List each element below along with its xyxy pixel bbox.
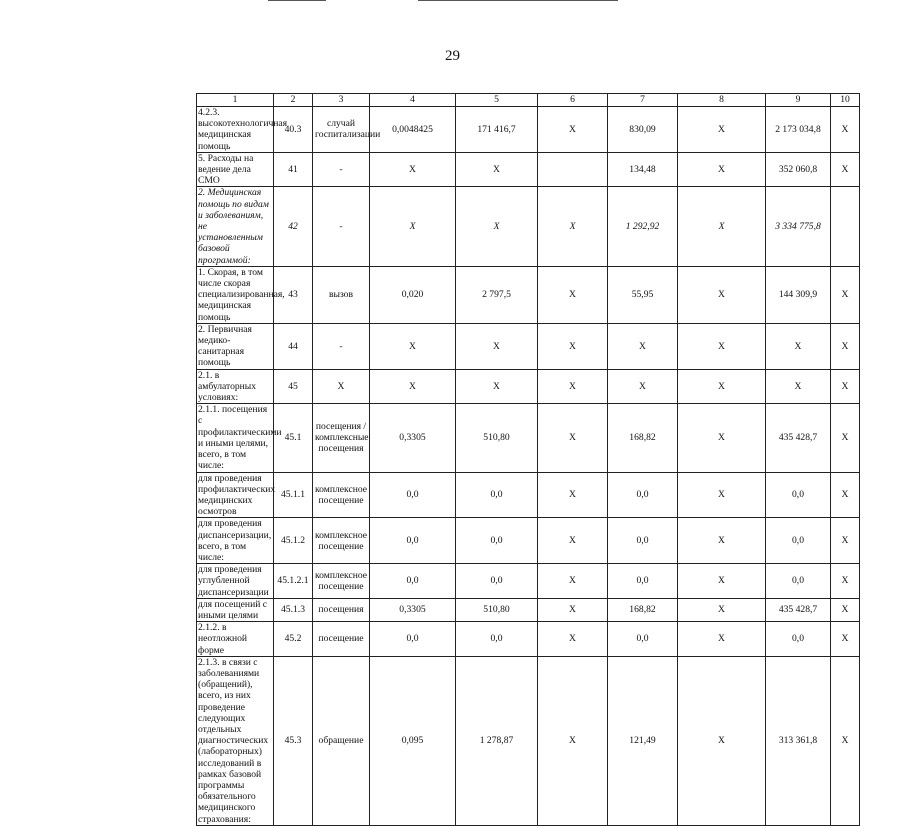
table-cell: 45.1.1 (274, 472, 313, 518)
table-cell: 830,09 (608, 107, 678, 153)
row-name-cell: 2.1.1. посещения с профилактическими и иными целями, всего, в том числе: (198, 404, 282, 472)
table-cell: 0,0 (370, 472, 456, 518)
header-cell: 6 (538, 94, 608, 107)
table-cell: 144 309,9 (766, 266, 831, 323)
header-cell: 5 (456, 94, 538, 107)
table-cell: Х (538, 518, 608, 564)
table-cell: Х (831, 518, 860, 564)
table-cell: - (313, 187, 370, 266)
table-row (197, 323, 860, 369)
table-cell: Х (538, 266, 608, 323)
table-cell: 0,0 (370, 564, 456, 599)
table-cell: Х (538, 656, 608, 825)
table-cell: Х (370, 187, 456, 266)
row-name-cell: 2. Первичная медико-санитарная помощь (197, 323, 274, 369)
table-cell: Х (538, 323, 608, 369)
table-cell: 1 278,87 (456, 656, 538, 825)
row-name-cell: 4.2.3. высокотехнологичная медицинская помощь (198, 107, 288, 152)
row-name-cell: 2. Медицинская помощь по видам и заболеваниям, не установленным базовой программой: (197, 187, 274, 266)
table-cell: 313 361,8 (766, 656, 831, 825)
table-cell: 0,0 (608, 472, 678, 518)
table-cell: посещения (313, 598, 370, 621)
header-cell: 4 (370, 94, 456, 107)
table-cell: Х (456, 152, 538, 187)
table-cell: посещения / комплексные посещения (313, 404, 370, 472)
table-cell: Х (678, 107, 766, 153)
table-cell: 2 173 034,8 (766, 107, 831, 153)
header-cell: 7 (608, 94, 678, 107)
table-cell: Х (831, 564, 860, 599)
table-cell: случай госпитализации (313, 107, 370, 153)
table-cell: Х (766, 323, 831, 369)
header-cell: 8 (678, 94, 766, 107)
row-name-cell: 1. Скорая, в том числе скорая специализированная, медицинская помощь (198, 266, 285, 323)
table-cell: Х (831, 622, 860, 657)
table-cell: 42 (274, 187, 313, 266)
tariff-table (196, 93, 860, 826)
table-cell: 0,0 (456, 622, 538, 657)
table-cell: Х (608, 369, 678, 404)
table-cell: 0,0 (370, 622, 456, 657)
table-cell: 43 (274, 266, 313, 323)
table-cell: Х (370, 369, 456, 404)
table-cell: 134,48 (608, 152, 678, 187)
table-cell: Х (538, 369, 608, 404)
table-cell: Х (831, 152, 860, 187)
table-cell: 0,0 (370, 518, 456, 564)
table-row (197, 187, 860, 266)
table-cell: Х (370, 152, 456, 187)
table-row (197, 656, 860, 825)
table-cell: 0,0 (766, 622, 831, 657)
table-cell: 352 060,8 (766, 152, 831, 187)
table-row (197, 266, 860, 323)
table-cell: 0,020 (370, 266, 456, 323)
table-cell: 0,095 (370, 656, 456, 825)
table-cell: Х (538, 187, 608, 266)
table-cell: 45.1.2 (274, 518, 313, 564)
table-cell: 3 334 775,8 (766, 187, 831, 266)
table-cell: 41 (274, 152, 313, 187)
table-cell: 55,95 (608, 266, 678, 323)
table-cell: 0,0 (766, 472, 831, 518)
table-cell: Х (538, 472, 608, 518)
table-cell: посещение (313, 622, 370, 657)
table-row (197, 518, 860, 564)
table-row (197, 622, 860, 657)
table-row (197, 369, 860, 404)
table-cell: Х (831, 472, 860, 518)
table-row (197, 472, 860, 518)
table-cell: 168,82 (608, 598, 678, 621)
table-cell: 0,0 (608, 564, 678, 599)
table-cell: Х (456, 323, 538, 369)
table-cell: Х (678, 622, 766, 657)
table-cell: 0,3305 (370, 404, 456, 472)
header-row (197, 94, 860, 107)
top-border-left (268, 0, 326, 1)
header-cell: 3 (313, 94, 370, 107)
table-row (197, 598, 860, 621)
table-cell: 0,0 (766, 564, 831, 599)
header-cell: 1 (197, 94, 274, 107)
table-cell: комплексное посещение (313, 518, 370, 564)
table-cell: 0,0 (766, 518, 831, 564)
table-cell: Х (678, 323, 766, 369)
table-cell: комплексное посещение (313, 564, 370, 599)
row-name-cell: 2.1. в амбулаторных условиях: (197, 369, 274, 404)
table-cell: Х (678, 472, 766, 518)
table-cell: Х (678, 266, 766, 323)
table-cell: 0,0048425 (370, 107, 456, 153)
page-number: 29 (445, 48, 460, 64)
table-row (197, 404, 860, 472)
table-cell: Х (538, 564, 608, 599)
table-body (197, 94, 860, 826)
table-cell: 171 416,7 (456, 107, 538, 153)
row-name-cell: 5. Расходы на ведение дела СМО (197, 152, 274, 187)
table-cell: 40.3 (274, 107, 313, 153)
table-cell: 0,0 (608, 518, 678, 564)
table-cell: 510,80 (456, 404, 538, 472)
table-cell: Х (678, 656, 766, 825)
table-cell: 435 428,7 (766, 404, 831, 472)
table-cell: 121,49 (608, 656, 678, 825)
table-cell: Х (766, 369, 831, 404)
table-row (197, 107, 860, 153)
table-cell: 168,82 (608, 404, 678, 472)
row-name-cell: для проведения диспансеризации, всего, в том числе: (197, 518, 274, 564)
table-cell: Х (538, 598, 608, 621)
table-cell: 44 (274, 323, 313, 369)
header-cell: 2 (274, 94, 313, 107)
table-cell: Х (678, 598, 766, 621)
row-name-cell: для проведения углубленной диспансеризации (197, 564, 274, 599)
table-cell: Х (538, 622, 608, 657)
table-cell (538, 152, 608, 187)
table-cell: 45.1.3 (274, 598, 313, 621)
table-cell: Х (538, 107, 608, 153)
header-cell: 10 (831, 94, 860, 107)
table-cell: Х (456, 187, 538, 266)
table-cell: 0,0 (456, 472, 538, 518)
table-cell: 1 292,92 (608, 187, 678, 266)
table-cell: Х (831, 323, 860, 369)
table-cell: Х (370, 323, 456, 369)
table-cell: вызов (313, 266, 370, 323)
table-cell: Х (608, 323, 678, 369)
table-cell: Х (831, 107, 860, 153)
table-cell: Х (831, 266, 860, 323)
table-cell: 45.2 (274, 622, 313, 657)
table-cell: Х (313, 369, 370, 404)
table-cell: 45.1 (274, 404, 313, 472)
table-cell: Х (831, 404, 860, 472)
table-cell: Х (831, 598, 860, 621)
row-name-cell: 2.1.2. в неотложной форме (197, 622, 274, 657)
table-cell: Х (831, 369, 860, 404)
table-cell: - (313, 152, 370, 187)
header-cell: 9 (766, 94, 831, 107)
table-cell: 435 428,7 (766, 598, 831, 621)
table-cell: Х (678, 152, 766, 187)
top-border-right (418, 0, 618, 1)
row-name-cell: для посещений с иными целями (197, 598, 274, 621)
table-cell: Х (456, 369, 538, 404)
row-name-cell: 2.1.3. в связи с заболеваниями (обращений), всего, из них проведение следующих отдельных диагностических (лабораторных) исследований в рамках базовой программы обязательного медицинского страхования: (197, 656, 274, 825)
table-cell: Х (678, 369, 766, 404)
table-cell: Х (678, 564, 766, 599)
table-cell: 0,0 (608, 622, 678, 657)
table-cell: обращение (313, 656, 370, 825)
row-name-cell: для проведения профилактических медицинских осмотров (198, 472, 276, 518)
table-cell: 45 (274, 369, 313, 404)
table-cell: - (313, 323, 370, 369)
table-cell: 45.3 (274, 656, 313, 825)
table-cell: 0,3305 (370, 598, 456, 621)
table-cell: 0,0 (456, 518, 538, 564)
table-cell: Х (678, 518, 766, 564)
table-cell: Х (831, 656, 860, 825)
table-cell: Х (678, 187, 766, 266)
table-row (197, 564, 860, 599)
table-cell: комплексное посещение (313, 472, 370, 518)
table-cell: 45.1.2.1 (274, 564, 313, 599)
table-row (197, 152, 860, 187)
table-cell: Х (538, 404, 608, 472)
table-cell (831, 187, 860, 266)
table-cell: 510,80 (456, 598, 538, 621)
table-cell: 0,0 (456, 564, 538, 599)
table-cell: Х (678, 404, 766, 472)
table-cell: 2 797,5 (456, 266, 538, 323)
